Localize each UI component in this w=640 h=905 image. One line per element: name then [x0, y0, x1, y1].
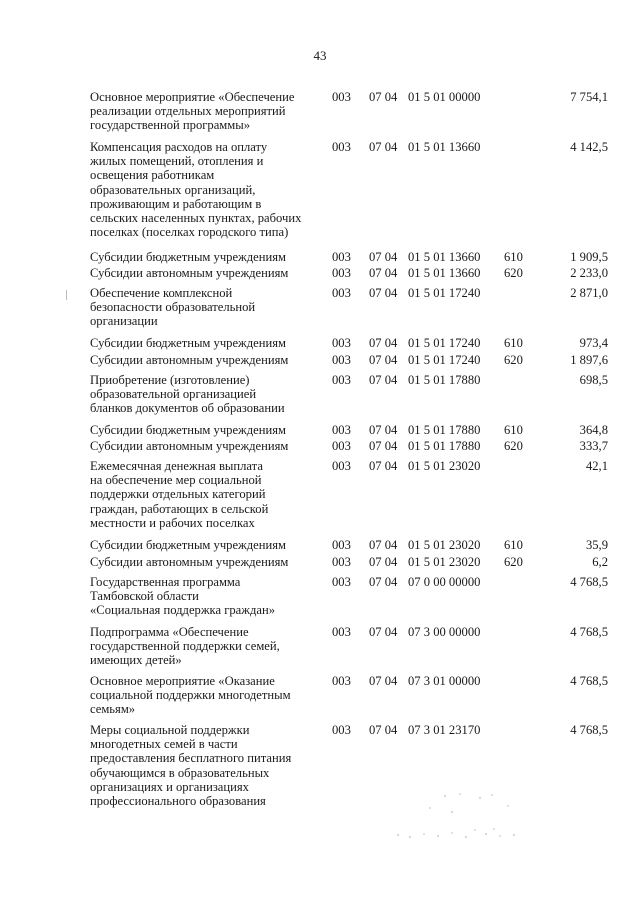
admin-code: 003 [332, 250, 351, 264]
description-line: Субсидии автономным учреждениям [90, 555, 289, 569]
description-line: поселках (поселках городского типа) [90, 225, 289, 240]
description-line: Меры социальной поддержки [90, 723, 250, 737]
target-code: 01 5 01 17880 [408, 423, 481, 437]
target-code: 01 5 01 17880 [408, 439, 481, 453]
description-line: Компенсация расходов на оплату [90, 140, 268, 154]
row-description [90, 286, 322, 329]
target-code: 01 5 01 17240 [408, 336, 481, 350]
description-line: Субсидии бюджетным учреждениям [90, 538, 286, 552]
section-code: 07 04 [369, 625, 398, 639]
description-line: Ежемесячная денежная выплата [90, 459, 263, 473]
description-line: Обеспечение комплексной [90, 286, 233, 300]
section-code: 07 04 [369, 439, 398, 453]
section-code: 07 04 [369, 538, 398, 552]
section-code: 07 04 [369, 336, 398, 350]
description-line: Основное мероприятие «Оказание [90, 674, 275, 688]
row-description [90, 575, 322, 618]
expense-type-code: 610 [504, 250, 523, 264]
row-description [90, 373, 322, 416]
admin-code: 003 [332, 286, 351, 300]
section-code: 07 04 [369, 266, 398, 280]
row-description [90, 140, 322, 239]
row-description [90, 336, 322, 350]
amount: 4 768,5 [570, 625, 608, 639]
description-line: поддержки отдельных категорий [90, 487, 266, 502]
description-line: организации [90, 314, 158, 329]
description-line: «Социальная поддержка граждан» [90, 603, 276, 618]
section-code: 07 04 [369, 373, 398, 387]
amount: 364,8 [579, 423, 608, 437]
section-code: 07 04 [369, 674, 398, 688]
row-description [90, 555, 322, 569]
description-line: граждан, работающих в сельской [90, 501, 269, 516]
amount: 4 768,5 [570, 723, 608, 737]
target-code: 01 5 01 17880 [408, 373, 481, 387]
admin-code: 003 [332, 353, 351, 367]
admin-code: 003 [332, 140, 351, 154]
amount: 4 142,5 [570, 140, 608, 154]
row-description [90, 625, 322, 668]
row-description [90, 439, 322, 453]
expense-type-code: 620 [504, 266, 523, 280]
target-code: 01 5 01 17240 [408, 286, 481, 300]
amount: 4 768,5 [570, 575, 608, 589]
target-code: 01 5 01 23020 [408, 459, 481, 473]
target-code: 07 3 00 00000 [408, 625, 481, 639]
expense-type-code: 620 [504, 555, 523, 569]
description-line: Субсидии автономным учреждениям [90, 266, 289, 280]
section-code: 07 04 [369, 555, 398, 569]
page-number: 43 [313, 48, 327, 63]
description-line: местности и рабочих поселках [90, 515, 255, 530]
amount: 698,5 [579, 373, 608, 387]
description-line: многодетных семей в части [90, 737, 238, 752]
description-line: предоставления бесплатного питания [90, 751, 292, 766]
section-code: 07 04 [369, 459, 398, 473]
target-code: 01 5 01 13660 [408, 250, 481, 264]
amount: 42,1 [585, 459, 608, 473]
description-line: обучающимся в образовательных [90, 765, 270, 780]
row-description [90, 674, 322, 717]
section-code: 07 04 [369, 575, 398, 589]
target-code: 01 5 01 23020 [408, 538, 481, 552]
row-description [90, 538, 322, 552]
admin-code: 003 [332, 538, 351, 552]
expense-type-code: 620 [504, 353, 523, 367]
description-line: жилых помещений, отопления и [90, 154, 264, 169]
target-code: 01 5 01 00000 [408, 90, 481, 104]
target-code: 07 0 00 00000 [408, 575, 481, 589]
target-code: 01 5 01 13660 [408, 140, 481, 154]
expense-type-code: 610 [504, 336, 523, 350]
target-code: 01 5 01 13660 [408, 266, 481, 280]
row-description [90, 459, 322, 530]
admin-code: 003 [332, 423, 351, 437]
row-description [90, 90, 322, 133]
target-code: 01 5 01 17240 [408, 353, 481, 367]
description-line: государственной поддержки семей, [90, 639, 280, 654]
amount: 1 909,5 [570, 250, 608, 264]
section-code: 07 04 [369, 723, 398, 737]
scan-margin-mark [66, 290, 67, 300]
description-line: Субсидии бюджетным учреждениям [90, 250, 286, 264]
admin-code: 003 [332, 459, 351, 473]
section-code: 07 04 [369, 423, 398, 437]
section-code: 07 04 [369, 90, 398, 104]
amount: 2 233,0 [570, 266, 608, 280]
description-line: Субсидии автономным учреждениям [90, 439, 289, 453]
description-line: Субсидии бюджетным учреждениям [90, 336, 286, 350]
description-line: Приобретение (изготовление) [90, 373, 250, 387]
description-line: Основное мероприятие «Обеспечение [90, 90, 295, 104]
description-line: бланков документов об образовании [90, 401, 285, 416]
amount: 333,7 [579, 439, 608, 453]
description-line: Тамбовской области [90, 589, 199, 604]
amount: 1 897,6 [570, 353, 608, 367]
expense-type-code: 620 [504, 439, 523, 453]
admin-code: 003 [332, 439, 351, 453]
description-line: образовательной организацией [90, 387, 257, 402]
description-line: Субсидии бюджетным учреждениям [90, 423, 286, 437]
admin-code: 003 [332, 90, 351, 104]
row-description [90, 423, 322, 437]
description-line: образовательных организаций, [90, 182, 256, 197]
admin-code: 003 [332, 723, 351, 737]
section-code: 07 04 [369, 353, 398, 367]
row-description [90, 723, 322, 808]
scan-artifact [390, 790, 530, 850]
amount: 2 871,0 [570, 286, 608, 300]
description-line: организациях и организациях [90, 779, 249, 794]
admin-code: 003 [332, 336, 351, 350]
target-code: 01 5 01 23020 [408, 555, 481, 569]
amount: 35,9 [585, 538, 608, 552]
amount: 7 754,1 [570, 90, 608, 104]
description-line: освещения работникам [90, 168, 215, 183]
admin-code: 003 [332, 373, 351, 387]
description-line: государственной программы» [90, 118, 250, 133]
row-description [90, 250, 322, 264]
description-line: на обеспечение мер социальной [90, 473, 262, 488]
admin-code: 003 [332, 625, 351, 639]
description-line: социальной поддержки многодетным [90, 688, 291, 703]
amount: 4 768,5 [570, 674, 608, 688]
section-code: 07 04 [369, 250, 398, 264]
admin-code: 003 [332, 674, 351, 688]
description-line: проживающим и работающим в [90, 196, 262, 211]
description-line: реализации отдельных мероприятий [90, 104, 286, 119]
target-code: 07 3 01 23170 [408, 723, 481, 737]
description-line: Подпрограмма «Обеспечение [90, 625, 249, 639]
description-line: Государственная программа [90, 575, 241, 589]
admin-code: 003 [332, 575, 351, 589]
expense-type-code: 610 [504, 423, 523, 437]
description-line: профессионального образования [90, 794, 266, 809]
description-line: семьям» [90, 702, 136, 717]
description-line: Субсидии автономным учреждениям [90, 353, 289, 367]
amount: 6,2 [592, 555, 608, 569]
description-line: сельских населенных пунктах, рабочих [90, 211, 302, 226]
description-line: имеющих детей» [90, 653, 182, 668]
admin-code: 003 [332, 555, 351, 569]
row-description [90, 353, 322, 367]
row-description [90, 266, 322, 280]
expense-type-code: 610 [504, 538, 523, 552]
section-code: 07 04 [369, 286, 398, 300]
description-line: безопасности образовательной [90, 300, 256, 315]
amount: 973,4 [579, 336, 608, 350]
admin-code: 003 [332, 266, 351, 280]
target-code: 07 3 01 00000 [408, 674, 481, 688]
section-code: 07 04 [369, 140, 398, 154]
